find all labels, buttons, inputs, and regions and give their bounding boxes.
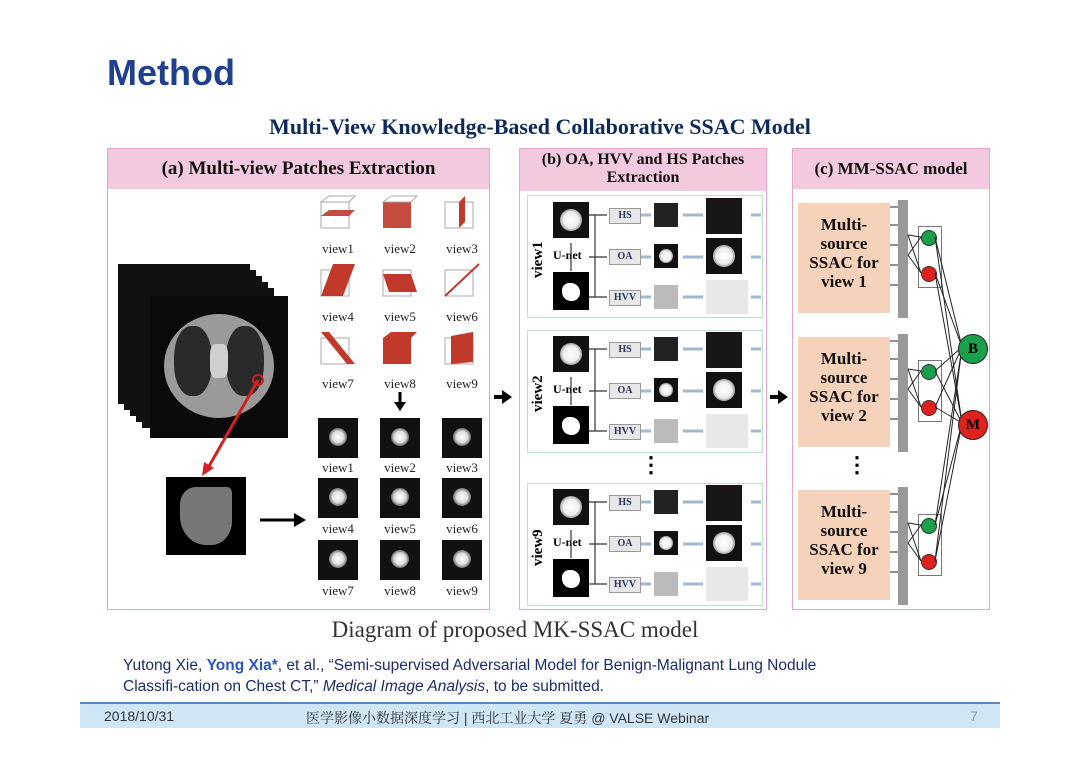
patch-image (318, 540, 358, 580)
panel-arrow-icon (494, 388, 514, 406)
patch-label: view4 (322, 521, 354, 536)
patch-image (442, 418, 482, 458)
ssac-block-view2 (798, 337, 890, 447)
view-label: view8 (384, 376, 416, 391)
patch-label: view6 (446, 521, 478, 536)
figure-caption: Diagram of proposed MK-SSAC model (331, 617, 699, 642)
view-label: view9 (446, 376, 478, 391)
view-label: view2 (384, 241, 416, 256)
patch-label: view8 (384, 583, 416, 598)
benign-output-node (958, 334, 988, 364)
unet-label: U-net (553, 248, 582, 262)
patch-image (318, 418, 358, 458)
panel-b-title-line1: (b) OA, HVV and HS Patches (541, 151, 745, 168)
panel-b-title (520, 149, 766, 191)
citation-text: , et al., “Semi-supervised Adversarial Model for Benign-Malignant Lung Nodule (277, 657, 817, 674)
view-label: view6 (446, 309, 478, 324)
view-label: view1 (322, 241, 354, 256)
patch-label: view3 (446, 460, 478, 475)
ssac-line: source (820, 234, 868, 253)
citation-text: , to be submitted. (485, 678, 604, 695)
citation-text: Classifi-cation on Chest CT,” (123, 678, 323, 695)
slide-footer (80, 702, 1000, 728)
unet-label: U-net (553, 382, 582, 396)
citation (123, 655, 816, 697)
citation-author: Yutong Xie, (123, 657, 207, 674)
benign-label: B (967, 341, 978, 357)
view-label: view3 (446, 241, 478, 256)
patch-image (380, 478, 420, 518)
page-number: 7 (970, 708, 978, 724)
patch-label: view7 (322, 583, 354, 598)
panel-c-title: (c) MM-SSAC model (793, 149, 989, 189)
oa-tag: OA (609, 383, 641, 399)
patch-image (442, 478, 482, 518)
citation-journal: Medical Image Analysis (322, 678, 486, 695)
patch-image (442, 540, 482, 580)
ssac-line: SSAC for (809, 387, 879, 406)
citation-line2 (123, 676, 816, 697)
patch-label: view1 (322, 460, 354, 475)
ssac-block-view1 (798, 203, 890, 313)
view-label: view4 (322, 309, 354, 324)
unet-label: U-net (553, 535, 582, 549)
view-side-label: view1 (530, 241, 546, 278)
right-arrow-icon (258, 510, 308, 530)
view-side-label: view2 (530, 375, 546, 412)
down-arrow-icon (392, 392, 408, 412)
patch-label: view5 (384, 521, 416, 536)
ssac-line: Multi- (820, 502, 868, 521)
patch-label: view9 (446, 583, 478, 598)
footer-date: 2018/10/31 (104, 708, 175, 724)
ssac-line: view 2 (821, 406, 867, 425)
malignant-label: M (965, 417, 981, 433)
ellipsis-dots: ⋮ (640, 452, 662, 477)
ssac-line: source (820, 521, 868, 540)
hvv-tag: HVV (609, 577, 641, 593)
panel-arrow-icon (770, 388, 790, 406)
ssac-line: view 1 (821, 272, 867, 291)
patch-label: view2 (384, 460, 416, 475)
nodule-crop (166, 477, 246, 555)
oa-tag: OA (609, 249, 641, 265)
patch-image (318, 478, 358, 518)
hvv-tag: HVV (609, 424, 641, 440)
hs-tag: HS (609, 342, 641, 358)
patch-image (380, 540, 420, 580)
hs-tag: HS (609, 208, 641, 224)
hs-tag: HS (609, 495, 641, 511)
slide-title: Method (107, 52, 235, 93)
ssac-line: view 9 (821, 559, 867, 578)
ssac-line: source (820, 368, 868, 387)
ellipsis-dots: ⋮ (846, 452, 868, 477)
diagram-title: Multi-View Knowledge-Based Collaborative SSAC Model (269, 114, 811, 139)
citation-author-highlight: Yong Xia* (206, 657, 278, 674)
view-side-label: view9 (530, 529, 546, 566)
view-label: view7 (322, 376, 354, 391)
oa-tag: OA (609, 536, 641, 552)
crop-arrow (190, 370, 270, 480)
malignant-output-node (958, 410, 988, 440)
ssac-block-view9 (798, 490, 890, 600)
hvv-tag: HVV (609, 290, 641, 306)
view-label: view5 (384, 309, 416, 324)
ssac-line: SSAC for (809, 540, 879, 559)
ssac-line: SSAC for (809, 253, 879, 272)
panel-c-connectors (880, 195, 990, 607)
patch-image (380, 418, 420, 458)
panel-b-connectors (527, 195, 763, 607)
ssac-line: Multi- (820, 349, 868, 368)
citation-line1 (123, 655, 816, 676)
footer-center: 医学影像小数据深度学习 | 西北工业大学 夏勇 @ VALSE Webinar (306, 710, 710, 726)
panel-b-title-line2: Extraction (606, 169, 680, 186)
ssac-line: Multi- (820, 215, 868, 234)
panel-a-title: (a) Multi-view Patches Extraction (108, 149, 489, 189)
